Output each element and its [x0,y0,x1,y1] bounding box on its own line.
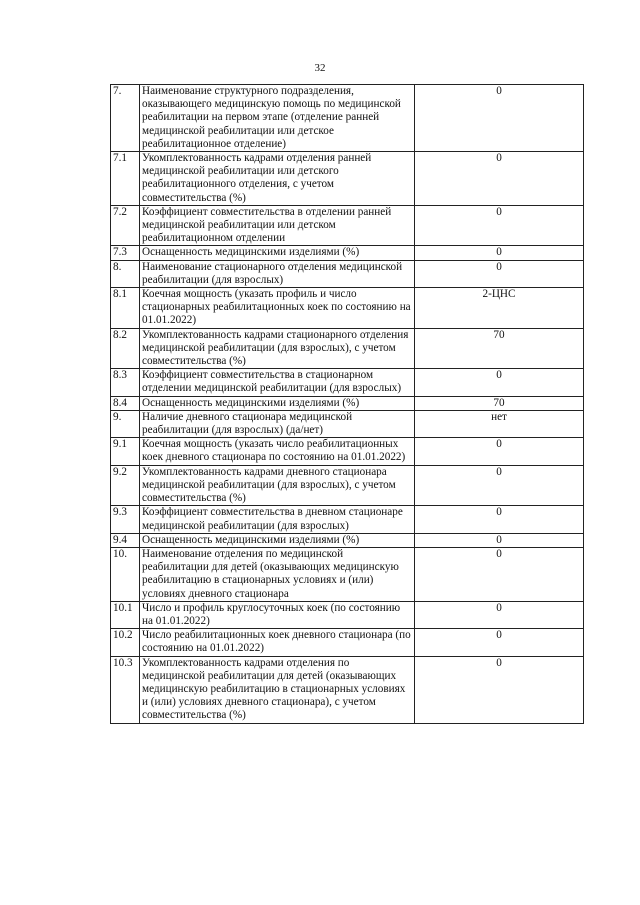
page-number: 32 [314,62,326,74]
row-value: 0 [415,246,584,260]
table-row [111,438,584,465]
row-description: Коэффициент совместительства в отделении ранней медицинской реабилитации или детском реабилитационном отделении [140,205,415,246]
row-description: Оснащенность медицинскими изделиями (%) [140,396,415,410]
table-row [111,369,584,396]
table-row [111,601,584,628]
table-row [111,533,584,547]
row-description: Число и профиль круглосуточных коек (по состоянию на 01.01.2022) [140,601,415,628]
table-row [111,629,584,656]
table-row [111,656,584,723]
row-number: 7.1 [111,152,140,206]
row-number: 7.2 [111,205,140,246]
row-value: 0 [415,465,584,506]
table-row [111,288,584,329]
row-description: Укомплектованность кадрами стационарного отделения медицинской реабилитации (для взрослых), с учетом совместительства (%) [140,328,415,369]
table-row [111,396,584,410]
table-row [111,410,584,437]
row-value: 0 [415,438,584,465]
table-row [111,465,584,506]
row-number: 10.3 [111,656,140,723]
row-value: 70 [415,328,584,369]
row-number: 10. [111,547,140,601]
row-value: 0 [415,533,584,547]
row-description: Укомплектованность кадрами отделения по медицинской реабилитации для детей (оказывающих медицинскую реабилитацию в стационарных условиях и (или) условиях дневного стационара), с учетом совместительства (%) [140,656,415,723]
row-value: 0 [415,547,584,601]
row-value: 2-ЦНС [415,288,584,329]
row-description: Укомплектованность кадрами дневного стационара медицинской реабилитации (для взрослых), с учетом совместительства (%) [140,465,415,506]
row-number: 9.4 [111,533,140,547]
row-value: 0 [415,85,584,152]
data-table [110,84,584,724]
row-number: 7.3 [111,246,140,260]
row-number: 8.4 [111,396,140,410]
row-number: 10.2 [111,629,140,656]
table-row [111,205,584,246]
row-number: 9.3 [111,506,140,533]
row-description: Оснащенность медицинскими изделиями (%) [140,533,415,547]
row-value: 70 [415,396,584,410]
row-number: 9.1 [111,438,140,465]
row-number: 8.1 [111,288,140,329]
table-row [111,547,584,601]
row-description: Наименование структурного подразделения, оказывающего медицинскую помощь по медицинской реабилитации на первом этапе (отделение ранней медицинской реабилитации или детское реабилитационное отделение) [140,85,415,152]
row-number: 8.2 [111,328,140,369]
table-row [111,328,584,369]
row-value: 0 [415,369,584,396]
row-number: 8.3 [111,369,140,396]
row-description: Коэффициент совместительства в дневном стационаре медицинской реабилитации (для взрослых) [140,506,415,533]
row-description: Число реабилитационных коек дневного стационара (по состоянию на 01.01.2022) [140,629,415,656]
row-number: 8. [111,260,140,287]
row-description: Коечная мощность (указать профиль и число стационарных реабилитационных коек по состоянию на 01.01.2022) [140,288,415,329]
row-value: нет [415,410,584,437]
row-value: 0 [415,205,584,246]
table-row [111,246,584,260]
row-description: Укомплектованность кадрами отделения ранней медицинской реабилитации или детского реабилитационного отделения, с учетом совместительства (%) [140,152,415,206]
row-value: 0 [415,629,584,656]
row-description: Наименование стационарного отделения медицинской реабилитации (для взрослых) [140,260,415,287]
table-row [111,85,584,152]
table-body [111,85,584,724]
row-value: 0 [415,601,584,628]
row-description: Оснащенность медицинскими изделиями (%) [140,246,415,260]
table-row [111,506,584,533]
row-description: Коечная мощность (указать число реабилитационных коек дневного стационара по состоянию на 01.01.2022) [140,438,415,465]
row-description: Коэффициент совместительства в стационарном отделении медицинской реабилитации (для взрослых) [140,369,415,396]
table-row [111,260,584,287]
row-value: 0 [415,152,584,206]
row-description: Наименование отделения по медицинской реабилитации для детей (оказывающих медицинскую реабилитацию в стационарных условиях и (или) условиях дневного стационара [140,547,415,601]
row-number: 10.1 [111,601,140,628]
row-number: 9.2 [111,465,140,506]
row-value: 0 [415,260,584,287]
row-value: 0 [415,506,584,533]
table-row [111,152,584,206]
row-value: 0 [415,656,584,723]
row-number: 7. [111,85,140,152]
row-description: Наличие дневного стационара медицинской реабилитации (для взрослых) (да/нет) [140,410,415,437]
row-number: 9. [111,410,140,437]
